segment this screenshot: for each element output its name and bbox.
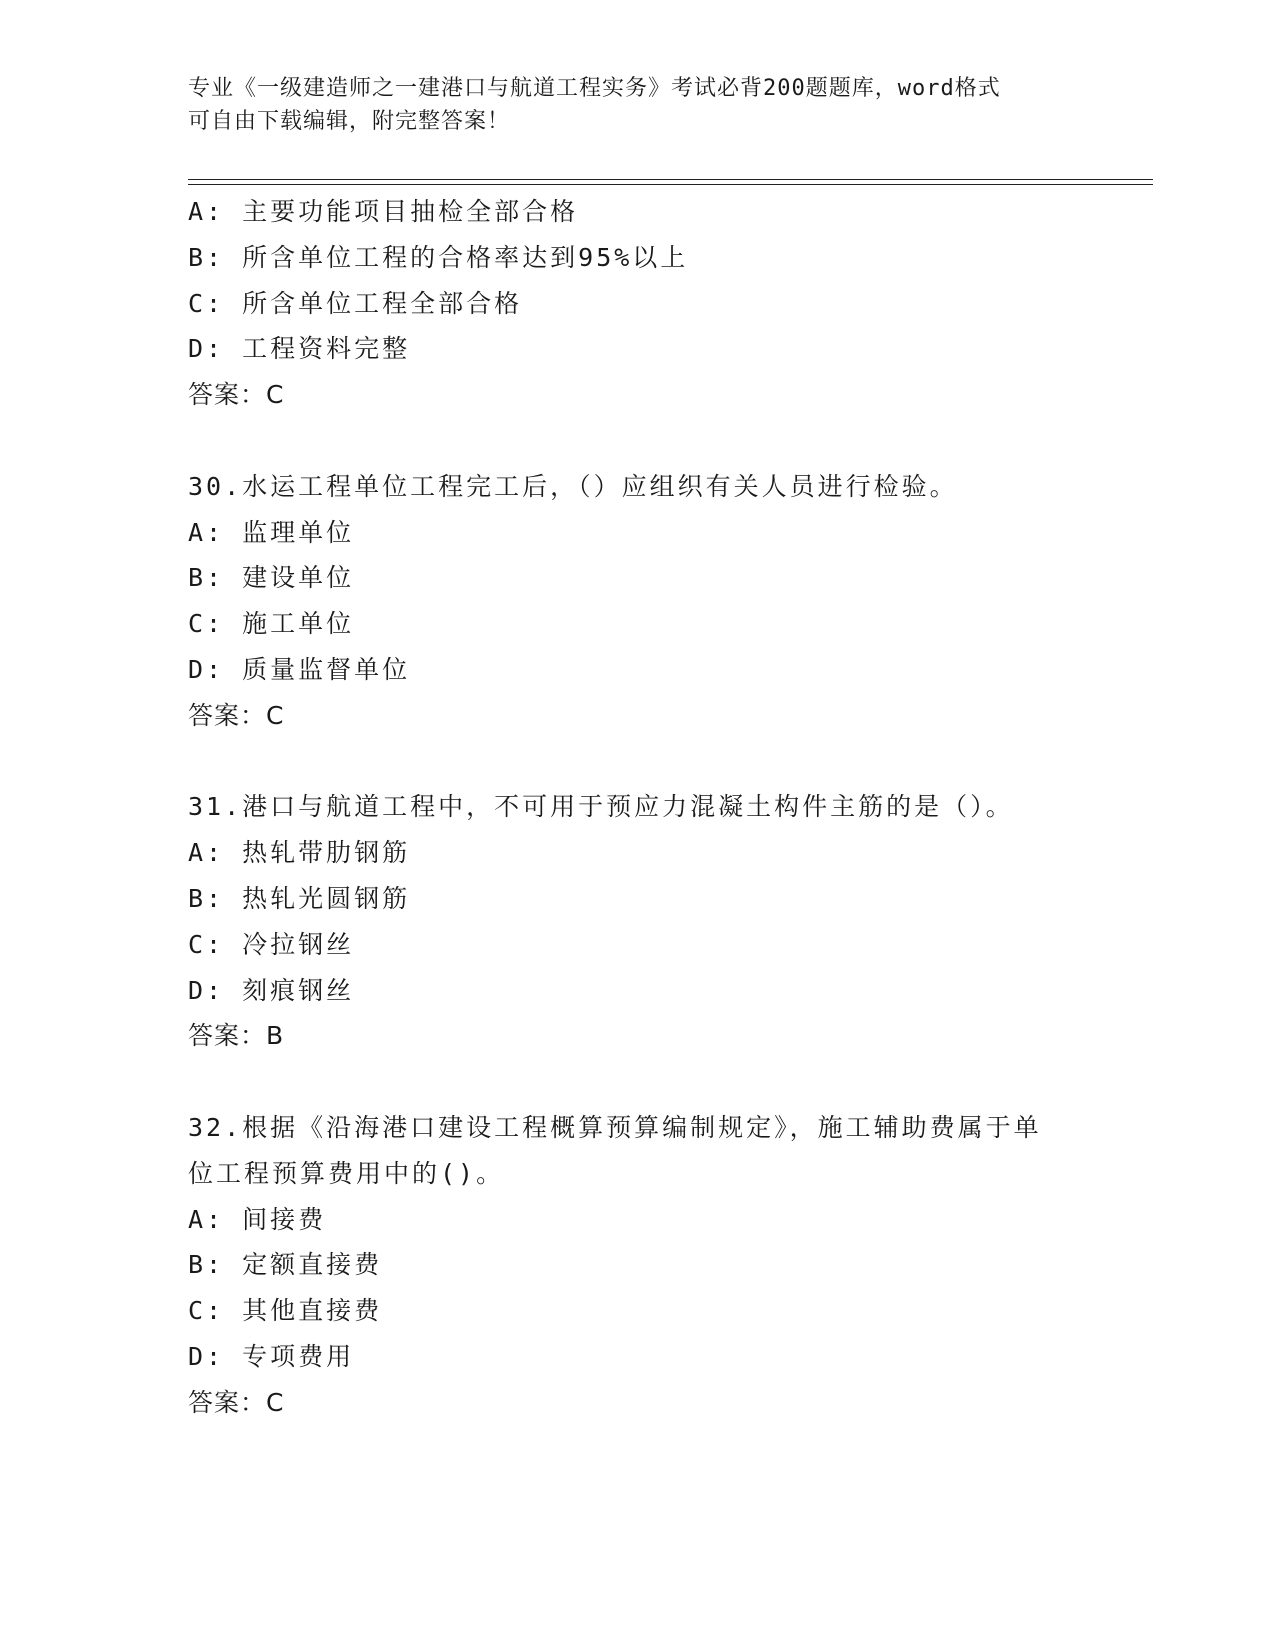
option-a: A: 热轧带肋钢筋 xyxy=(188,838,411,868)
question-29 xyxy=(188,189,1088,418)
option-c: C: 冷拉钢丝 xyxy=(188,929,355,959)
question-stem: 31.港口与航道工程中，不可用于预应力混凝土构件主筋的是（）。 xyxy=(188,792,1014,822)
question-32 xyxy=(188,1105,1088,1426)
option-b: B: 所含单位工程的合格率达到95%以上 xyxy=(188,242,689,272)
option-c: C: 其他直接费 xyxy=(188,1296,383,1326)
option-d: D: 刻痕钢丝 xyxy=(188,975,355,1005)
question-list xyxy=(188,189,1088,1426)
answer: 答案：C xyxy=(188,700,285,730)
question-stem: 30.水运工程单位工程完工后，（）应组织有关人员进行检验。 xyxy=(188,471,958,501)
spacer xyxy=(188,739,1088,785)
answer: 答案：C xyxy=(188,1387,285,1417)
question-stem-line-1: 32.根据《沿海港口建设工程概算预算编制规定》，施工辅助费属于单 xyxy=(188,1112,1042,1142)
question-31 xyxy=(188,784,1088,1059)
question-30 xyxy=(188,464,1088,739)
option-a: A: 间接费 xyxy=(188,1204,327,1234)
answer: 答案：B xyxy=(188,1021,285,1051)
option-b: B: 定额直接费 xyxy=(188,1250,383,1280)
option-b: B: 热轧光圆钢筋 xyxy=(188,883,411,913)
question-stem-line-2: 位工程预算费用中的()。 xyxy=(188,1158,505,1188)
option-a: A: 监理单位 xyxy=(188,517,355,547)
header-rule-bottom xyxy=(188,184,1153,185)
option-a: A: 主要功能项目抽检全部合格 xyxy=(188,197,579,226)
document-header xyxy=(188,72,1068,138)
option-d: D: 工程资料完整 xyxy=(188,334,411,364)
option-d: D: 专项费用 xyxy=(188,1341,355,1371)
header-rule-top xyxy=(188,179,1153,180)
spacer xyxy=(188,418,1088,464)
header-line-2: 可自由下载编辑，附完整答案！ xyxy=(188,109,511,134)
header-line-1: 专业《一级建造师之一建港口与航道工程实务》考试必背200题题库，word格式 xyxy=(188,76,1001,101)
spacer xyxy=(188,1059,1088,1105)
option-c: C: 施工单位 xyxy=(188,609,355,639)
option-b: B: 建设单位 xyxy=(188,563,355,593)
option-d: D: 质量监督单位 xyxy=(188,654,411,684)
option-c: C: 所含单位工程全部合格 xyxy=(188,288,523,318)
answer: 答案：C xyxy=(188,380,285,410)
